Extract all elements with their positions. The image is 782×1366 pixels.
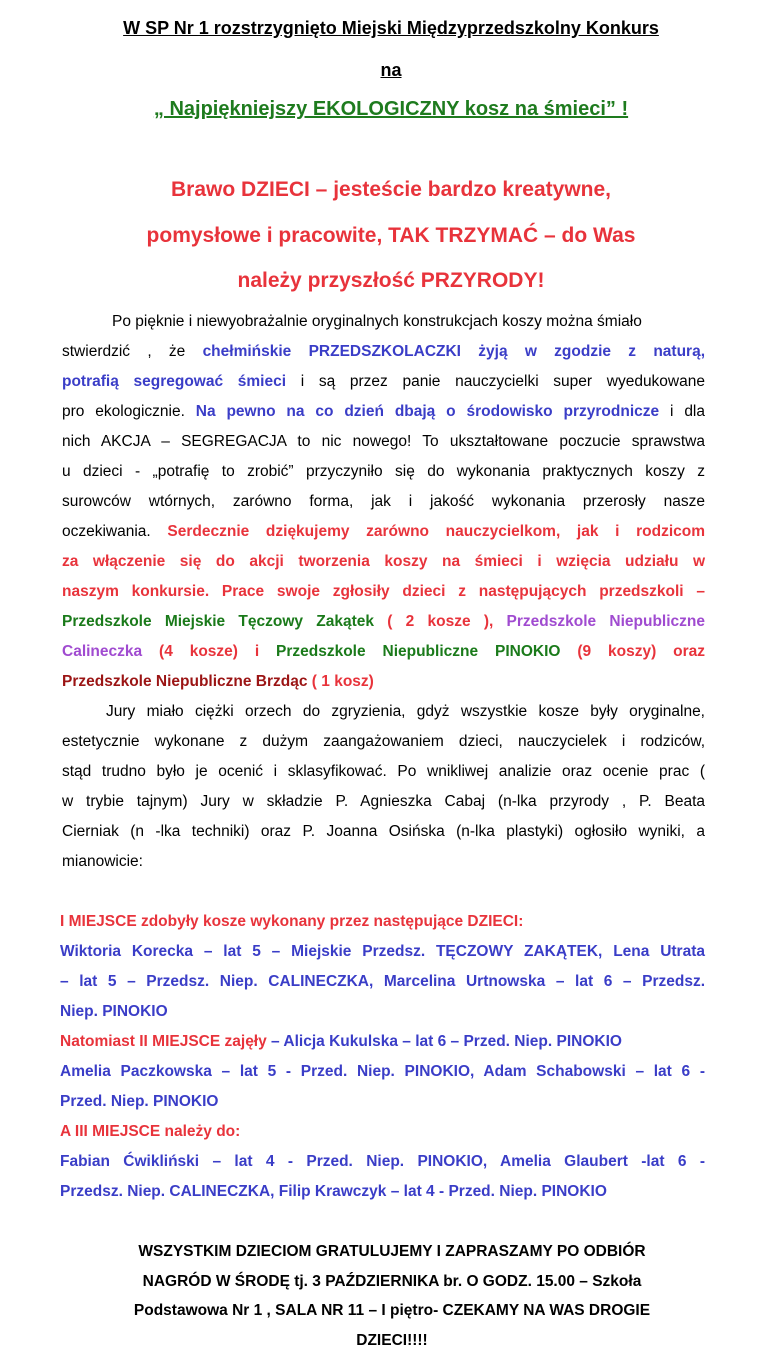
text-highlight: Serdecznie dziękujemy zarówno nauczycielkom, jak i rodzicom xyxy=(167,523,705,540)
text: w trybie tajnym) Jury w składzie P. Agnieszka Cabaj (n-lka przyrody , P. Beata xyxy=(62,793,705,810)
text: za włączenie się do akcji tworzenia koszy na śmieci i wzięcia udziału w xyxy=(62,553,705,570)
final-line: DZIECI!!!! xyxy=(356,1331,428,1349)
final-line: NAGRÓD W ŚRODĘ tj. 3 PAŹDZIERNIKA br. O GODZ. 15.00 – Szkoła xyxy=(142,1272,642,1290)
p2-line xyxy=(62,787,705,817)
third-place-line xyxy=(60,1147,705,1177)
count: (9 koszy) oraz xyxy=(560,643,705,660)
p1-line xyxy=(62,547,705,577)
preschool-name: Przedszkole Niepubliczne PINOKIO xyxy=(276,643,561,660)
text-highlight: potrafią segregować śmieci xyxy=(62,373,287,390)
text: – Alicja Kukulska – lat 6 – Przed. Niep. PINOKIO xyxy=(266,1033,622,1050)
third-place-line xyxy=(60,1177,705,1207)
text: Po pięknie i niewyobrażalnie oryginalnych konstrukcjach koszy można śmiało xyxy=(112,313,642,330)
second-place-line xyxy=(60,1027,705,1057)
bravo-line-2: pomysłowe i pracowite, TAK TRZYMAĆ – do Was xyxy=(146,224,636,247)
p2-line xyxy=(62,697,705,727)
text: Wiktoria Korecka – lat 5 – Miejskie Przedsz. TĘCZOWY ZAKĄTEK, Lena Utrata xyxy=(60,943,705,960)
count: ( 1 kosz) xyxy=(307,673,374,690)
second-place-line xyxy=(60,1057,705,1087)
headline-na: na xyxy=(380,60,402,80)
text: estetycznie wykonane z dużym zaangażowaniem dzieci, nauczycielek i rodziców, xyxy=(62,733,705,750)
text: A III MIEJSCE należy do: xyxy=(60,1123,241,1140)
headline-title: W SP Nr 1 rozstrzygnięto Miejski Międzyprzedszkolny Konkurs xyxy=(123,18,659,38)
first-place-line xyxy=(60,967,705,997)
paragraph-intro xyxy=(62,307,705,697)
p1-line xyxy=(62,457,705,487)
p1-line xyxy=(62,307,705,337)
preschool-name: Calineczka xyxy=(62,643,143,660)
text: Amelia Paczkowska – lat 5 - Przed. Niep. PINOKIO, Adam Schabowski – lat 6 - xyxy=(60,1063,705,1080)
text: Cierniak (n -lka techniki) oraz P. Joanna Osińska (n-lka plastyki) ogłosiło wyniki, a xyxy=(62,823,705,840)
count: (4 kosze) i xyxy=(142,643,277,660)
p1-line xyxy=(62,427,705,457)
text: Przedsz. Niep. CALINECZKA, Filip Krawczyk – lat 4 - Przed. Niep. PINOKIO xyxy=(60,1183,607,1200)
second-place-heading: Natomiast II MIEJSCE zajęły xyxy=(60,1033,267,1050)
text: Jury miało ciężki orzech do zgryzienia, gdyż wszystkie kosze były oryginalne, xyxy=(106,703,705,720)
text: Fabian Ćwikliński – lat 4 - Przed. Niep. PINOKIO, Amelia Glaubert -lat 6 - xyxy=(60,1153,705,1170)
p2-line xyxy=(62,847,705,877)
text: stwierdzić , że xyxy=(62,343,203,360)
first-place-heading xyxy=(60,907,705,937)
text: Przed. Niep. PINOKIO xyxy=(60,1093,219,1110)
p1-line xyxy=(62,667,705,697)
bravo-line-3: należy przyszłość PRZYRODY! xyxy=(237,269,545,292)
third-place-heading xyxy=(60,1117,705,1147)
text: naszym konkursie. Prace swoje zgłosiły dzieci z następujących przedszkoli – xyxy=(62,583,705,600)
p1-line xyxy=(62,367,705,397)
text-highlight: Na pewno na co dzień dbają o środowisko przyrodnicze xyxy=(195,403,660,420)
text-highlight: chełmińskie PRZEDSZKOLACZKI żyją w zgodzie z naturą, xyxy=(202,343,705,360)
p1-line xyxy=(62,397,705,427)
paragraph-jury xyxy=(62,697,705,877)
text: i są przez panie nauczycielki super wyedukowane xyxy=(286,373,705,390)
text: oczekiwania. xyxy=(62,523,168,540)
second-place-line xyxy=(60,1087,705,1117)
p1-line xyxy=(62,577,705,607)
p2-line xyxy=(62,727,705,757)
bravo-line-1: Brawo DZIECI – jesteście bardzo kreatywne, xyxy=(171,178,611,201)
p2-line xyxy=(62,757,705,787)
p1-line xyxy=(62,637,705,667)
first-place-line xyxy=(60,937,705,967)
first-place-line xyxy=(60,997,705,1027)
count: ( 2 kosze ), xyxy=(373,613,507,630)
text: u dzieci - „potrafię to zrobić” przyczyniło się do wykonania praktycznych koszy z xyxy=(62,463,705,480)
text: Niep. PINOKIO xyxy=(60,1003,168,1020)
text: i dla xyxy=(659,403,705,420)
text: mianowicie: xyxy=(62,853,143,870)
text: nich AKCJA – SEGREGACJA to nic nowego! To ukształtowane poczucie sprawstwa xyxy=(62,433,705,450)
text: I MIEJSCE zdobyły kosze wykonany przez następujące DZIECI: xyxy=(60,913,524,930)
contest-name: „ Najpiękniejszy EKOLOGICZNY kosz na śmieci” ! xyxy=(153,98,629,120)
preschool-name: Przedszkole Niepubliczne Brzdąc xyxy=(62,673,308,690)
p1-line xyxy=(62,487,705,517)
text: stąd trudno było je ocenić i sklasyfikować. Po wnikliwej analizie oraz ocenie prac ( xyxy=(62,763,705,780)
text: surowców wtórnych, zarówno forma, jak i jakość wykonania przerosły nasze xyxy=(62,493,705,510)
preschool-name: Przedszkole Niepubliczne xyxy=(506,613,705,630)
p1-line xyxy=(62,337,705,367)
p1-line xyxy=(62,607,705,637)
p1-line xyxy=(62,517,705,547)
preschool-name: Przedszkole Miejskie Tęczowy Zakątek xyxy=(62,613,374,630)
final-line: Podstawowa Nr 1 , SALA NR 11 – I piętro- CZEKAMY NA WAS DROGIE xyxy=(133,1302,651,1319)
text: pro ekologicznie. xyxy=(62,403,196,420)
p2-line xyxy=(62,817,705,847)
final-line: WSZYSTKIM DZIECIOM GRATULUJEMY I ZAPRASZAMY PO ODBIÓR xyxy=(138,1243,646,1260)
results-section xyxy=(60,907,705,1207)
text: – lat 5 – Przedsz. Niep. CALINECZKA, Marcelina Urtnowska – lat 6 – Przedsz. xyxy=(60,973,705,990)
final-invitation xyxy=(62,1237,722,1355)
